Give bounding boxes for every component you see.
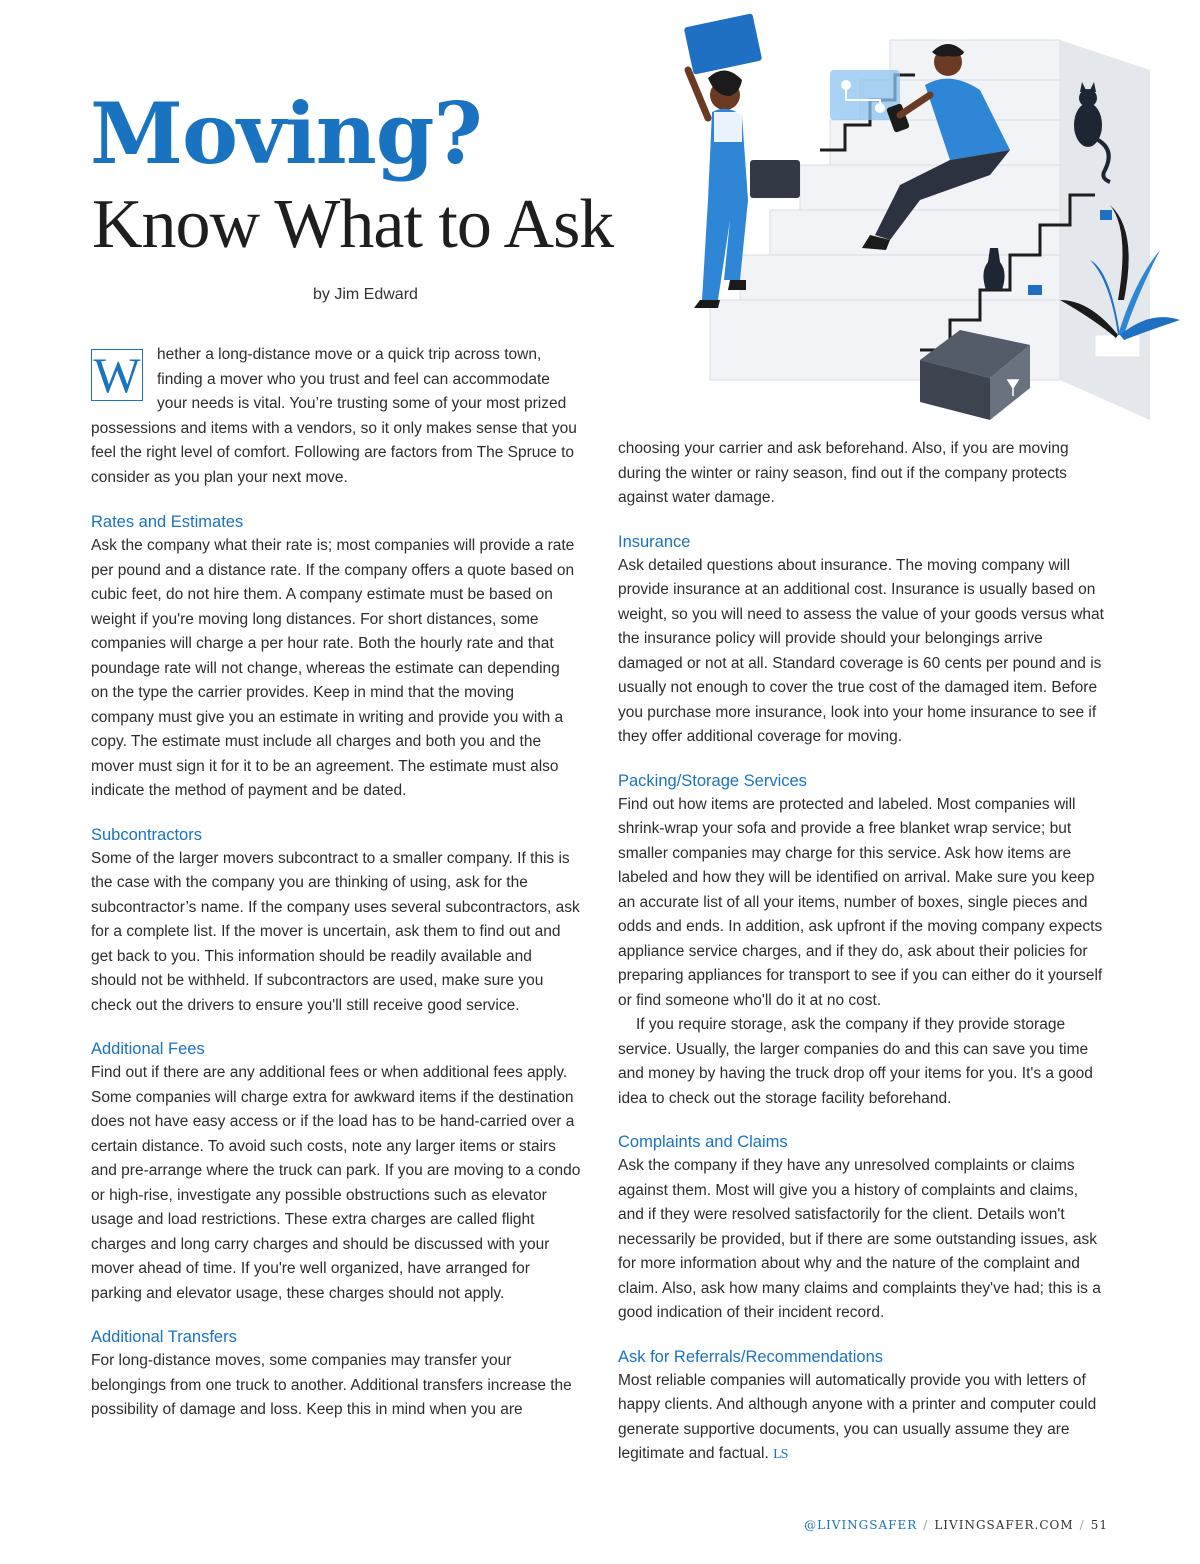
footer-site: LIVINGSAFER.COM	[934, 1518, 1074, 1532]
page-footer	[804, 1518, 1108, 1532]
intro-paragraph	[91, 343, 581, 490]
section-heading: Additional Fees	[91, 1040, 205, 1058]
left-column	[91, 343, 581, 1423]
section-insurance	[618, 530, 1108, 750]
footer-separator: /	[923, 1518, 929, 1532]
section-heading: Additional Transfers	[91, 1328, 237, 1346]
section-body-continued: If you require storage, ask the company if they provide storage service. Usually, the larger companies do and this can save you time and money by having the truck drop off your items for you. It's a good idea to check out the storage facility beforehand.	[618, 1016, 1093, 1107]
section-heading: Ask for Referrals/Recommendations	[618, 1347, 884, 1366]
section-body: Ask the company if they have any unresolved complaints or claims against them. Most will give you a history of complaints and claims, and if they were resolved satisfactorily for the client. Details won't necessarily be provided, but if there are some outstanding issues, ask for more information about why and the nature of the complaint and claim. Also, ask how many claims and complaints they've had; this is a good indication of their incident record.	[618, 1157, 1101, 1321]
section-subcontractors	[91, 823, 581, 1019]
section-heading: Rates and Estimates	[91, 513, 244, 531]
footer-handle: @LIVINGSAFER	[804, 1518, 918, 1532]
section-heading: Packing/Storage Services	[618, 771, 807, 790]
end-mark-icon: LS	[773, 1447, 788, 1462]
byline: by Jim Edward	[313, 286, 418, 303]
section-referrals	[618, 1345, 1108, 1468]
moving-illustration	[590, 0, 1200, 420]
section-heading: Insurance	[618, 532, 691, 551]
transfers-continued: choosing your carrier and ask beforehand. Also, if you are moving during the winter or rainy season, find out if the company protects against water damage.	[618, 440, 1069, 506]
section-rates	[91, 510, 581, 804]
article-subtitle: Know What to Ask	[92, 186, 614, 263]
intro-text: hether a long-distance move or a quick trip across town, finding a mover who you trust and feel can accommodate your needs is vital. You’re trusting some of your most prized possessions and items with a vendors, so it only makes sense that you feel the right level of comfort. Following are factors from The Spruce to consider as you plan your next move.	[91, 346, 577, 486]
section-body: Ask the company what their rate is; most companies will provide a rate per pound and a distance rate. If the company offers a quote based on cubic feet, do not hire them. A company estimate must be based on weight if you're moving long distances. For short distances, some companies will charge a per hour rate. Both the hourly rate and that poundage rate will not change, whereas the estimate can depending on the type the carrier provides. Keep in mind that the moving company must give you an estimate in writing and provide you with a copy. The estimate must include all charges and both you and the mover must sign it for it to be an agreement. The estimate must also indicate the method of payment and be dated.	[91, 537, 575, 799]
drop-cap: W	[91, 349, 143, 401]
referrals-text: Most reliable companies will automatically provide you with letters of happy clients. And although anyone with a printer and computer could generate supportive documents, you can usually assume they are legitimate and factual.	[618, 1371, 1097, 1462]
right-column	[618, 437, 1108, 1468]
section-packing	[618, 769, 1108, 1112]
section-body: Some of the larger movers subcontract to a smaller company. If this is the case with the company you are thinking of using, ask for the subcontractor’s name. If the company uses several subcontractors, ask for a complete list. If the mover is uncertain, ask them to find out and get back to you. This information should be readily available and should not be withheld. If subcontractors are used, make sure you check out the drivers to ensure you'll still receive good service.	[91, 849, 580, 1014]
section-transfers	[91, 1325, 581, 1423]
section-body: Find out how items are protected and labeled. Most companies will shrink-wrap your sofa and provide a free blanket wrap service; but smaller companies may charge for this service. Ask how items are labeled and how they will be identified on arrival. Make sure you keep an accurate list of all your items, number of boxes, single pieces and odds and ends. In addition, ask upfront if the moving company expects appliance service charges, and if they do, ask about their policies for preparing appliances for transport to see if you can either do it yourself or find someone who'll do it at no cost.	[618, 795, 1103, 1009]
page-number: 51	[1090, 1518, 1108, 1532]
article-title: Moving?	[90, 84, 482, 183]
section-complaints	[618, 1130, 1108, 1326]
section-fees	[91, 1037, 581, 1306]
section-body: Ask detailed questions about insurance. The moving company will provide insurance at an additional cost. Insurance is usually based on weight, so you will need to assess the value of your goods versus what the insurance policy will provide should your belongings arrive damaged or not at all. Standard coverage is 60 cents per pound and is usually not enough to cover the true cost of the damaged item. Before you purchase more insurance, look into your home insurance to see if they offer additional coverage for moving.	[618, 556, 1104, 745]
section-body: For long-distance moves, some companies may transfer your belongings from one truck to another. Additional transfers increase the possibility of damage and loss. Keep this in mind when you are	[91, 1352, 572, 1418]
footer-separator: /	[1079, 1518, 1085, 1532]
section-heading: Complaints and Claims	[618, 1133, 788, 1151]
section-heading: Subcontractors	[91, 825, 202, 844]
section-body	[618, 1369, 1108, 1468]
section-body: Find out if there are any additional fees or when additional fees apply. Some companies will charge extra for awkward items if the destination does not have easy access or if the load has to be hand-carried over a certain distance. To avoid such costs, note any larger items or stairs and pre-arrange where the truck can park. If you are moving to a condo or high-rise, investigate any possible obstructions such as elevator usage and load restrictions. These extra charges are called flight charges and long carry charges and should be discussed with your mover ahead of time. If you're well organized, have arranged for parking and elevator usage, these charges should not apply.	[91, 1064, 581, 1302]
